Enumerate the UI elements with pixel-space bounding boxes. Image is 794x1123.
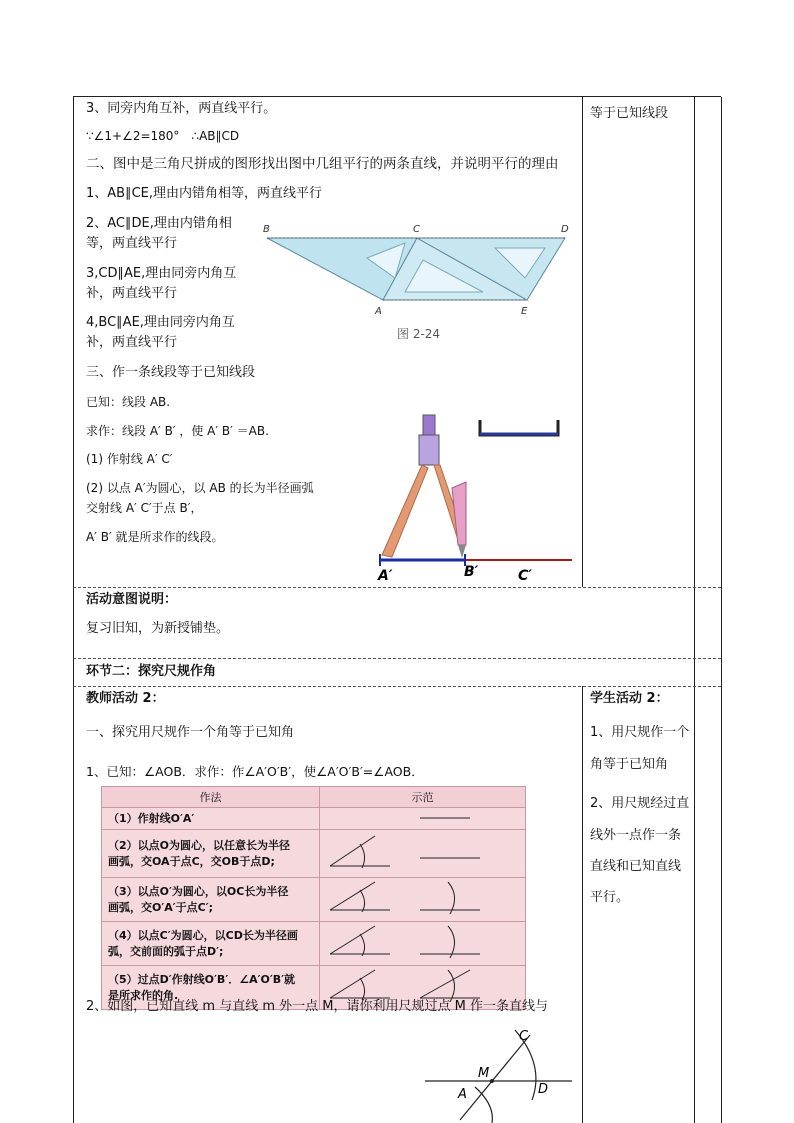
method-step: （2）以点O为圆心，以任意长为半径 画弧，交OA于点C，交OB于点D; (102, 830, 320, 878)
row-divider (73, 587, 721, 588)
section-title: 环节二：探究尺规作角 (86, 664, 217, 679)
student-activity-title: 学生活动 2： (590, 691, 669, 706)
fig1-label: D (561, 224, 569, 235)
parallel-line-figure (420, 1025, 580, 1123)
method-step: （1）作射线O′A′ (102, 808, 320, 830)
fig1-label: E (521, 306, 528, 317)
demo-figure (320, 878, 520, 918)
demo-cell (320, 922, 526, 966)
construction-method-table (101, 786, 526, 1010)
teacher-text: 2、如图，已知直线 m 与直线 m 外一点 M，请你利用尺规过点 M 作一条直线与 (86, 999, 548, 1014)
fig1-label: B (263, 224, 270, 235)
demo-cell (320, 830, 526, 878)
intent-text: 复习旧知，为新授铺垫。 (86, 621, 230, 636)
student-item: 角等于已知角 (590, 757, 669, 772)
text-line: 3,CD∥AE,理由同旁内角互 (86, 266, 237, 281)
row-divider (73, 658, 721, 659)
table-border-left (73, 97, 74, 1123)
set-squares-figure (255, 218, 585, 348)
row-divider (73, 686, 721, 687)
fig3-label: C (519, 1029, 529, 1044)
teacher-text: 1、已知：∠AOB．求作：作∠A′O′B′，使∠A′O′B′=∠AOB． (86, 764, 424, 779)
demo-cell (320, 808, 526, 830)
text-line: 1、AB∥CE,理由内错角相等，两直线平行 (86, 186, 323, 201)
table-border-right (721, 97, 722, 1123)
fig2-label: B′ (464, 564, 479, 580)
text-line: (2) 以点 A′为圆心，以 AB 的长为半径画弧 (86, 481, 314, 495)
fig2-label: A′ (378, 568, 393, 584)
fig2-label: C′ (518, 568, 532, 584)
method-step: （3）以点O′为圆心，以OC长为半径 画弧，交O′A′于点C′; (102, 878, 320, 922)
text-line: 4,BC∥AE,理由同旁内角互 (86, 315, 235, 330)
student-item: 平行。 (590, 890, 630, 905)
text-line: 补，两直线平行 (86, 335, 178, 350)
text-line: 2、AC∥DE,理由内错角相 (86, 216, 232, 231)
fig3-label: M (478, 1066, 490, 1081)
teacher-activity-title: 教师活动 2： (86, 691, 165, 706)
text-line: 交射线 A′ C′于点 B′， (86, 501, 203, 515)
intent-title: 活动意图说明： (86, 592, 178, 607)
table-top-rule (73, 96, 721, 97)
text-line: ∵∠1+∠2=180° ∴AB∥CD (86, 129, 240, 143)
text-line: 等，两直线平行 (86, 236, 178, 251)
text-line: 二、图中是三角尺拼成的图形找出图中几组平行的两条直线，并说明平行的理由 (86, 156, 559, 172)
method-step: （5）过点D′作射线O′B′．∠A′O′B′就 是所求作的角. (102, 966, 320, 1010)
compass-figure (370, 410, 575, 585)
student-item: 直线和已知直线 (590, 859, 682, 874)
text-line: 3、同旁内角互补，两直线平行。 (86, 101, 277, 116)
demo-figure (320, 922, 520, 962)
fig3-label: D (538, 1082, 549, 1097)
fig1-label: A (375, 306, 382, 317)
table-border-inner-right (694, 97, 695, 1123)
demo-cell (320, 878, 526, 922)
teacher-text: 一、探究用尺规作一个角等于已知角 (86, 725, 295, 740)
demo-figure (320, 808, 520, 826)
text-line: 三、作一条线段等于已知线段 (86, 365, 256, 380)
fig1-caption: 图 2-24 (397, 327, 441, 341)
text-line: (1) 作射线 A′ C′ (86, 452, 173, 466)
table-border-mid2 (582, 686, 583, 1123)
method-step: （4）以点C′为圆心，以CD长为半径画 弧，交前面的弧于点D′; (102, 922, 320, 966)
demo-figure (320, 830, 520, 874)
text-line: 补，两直线平行 (86, 286, 178, 301)
table-header: 作法 (102, 787, 320, 808)
student-item: 线外一点作一条 (590, 828, 682, 843)
text-line: A′ B′ 就是所求作的线段。 (86, 530, 224, 544)
text-line: 求作：线段 A′ B′ ，使 A′ B′ ＝AB. (86, 424, 269, 438)
student-col-text: 等于已知线段 (590, 106, 669, 121)
student-item: 1、用尺规作一个 (590, 725, 690, 740)
fig1-label: C (413, 224, 420, 235)
student-item: 2、用尺规经过直 (590, 796, 690, 811)
fig3-label: A (458, 1087, 467, 1102)
table-header: 示范 (320, 787, 526, 808)
text-line: 已知：线段 AB. (86, 395, 171, 409)
